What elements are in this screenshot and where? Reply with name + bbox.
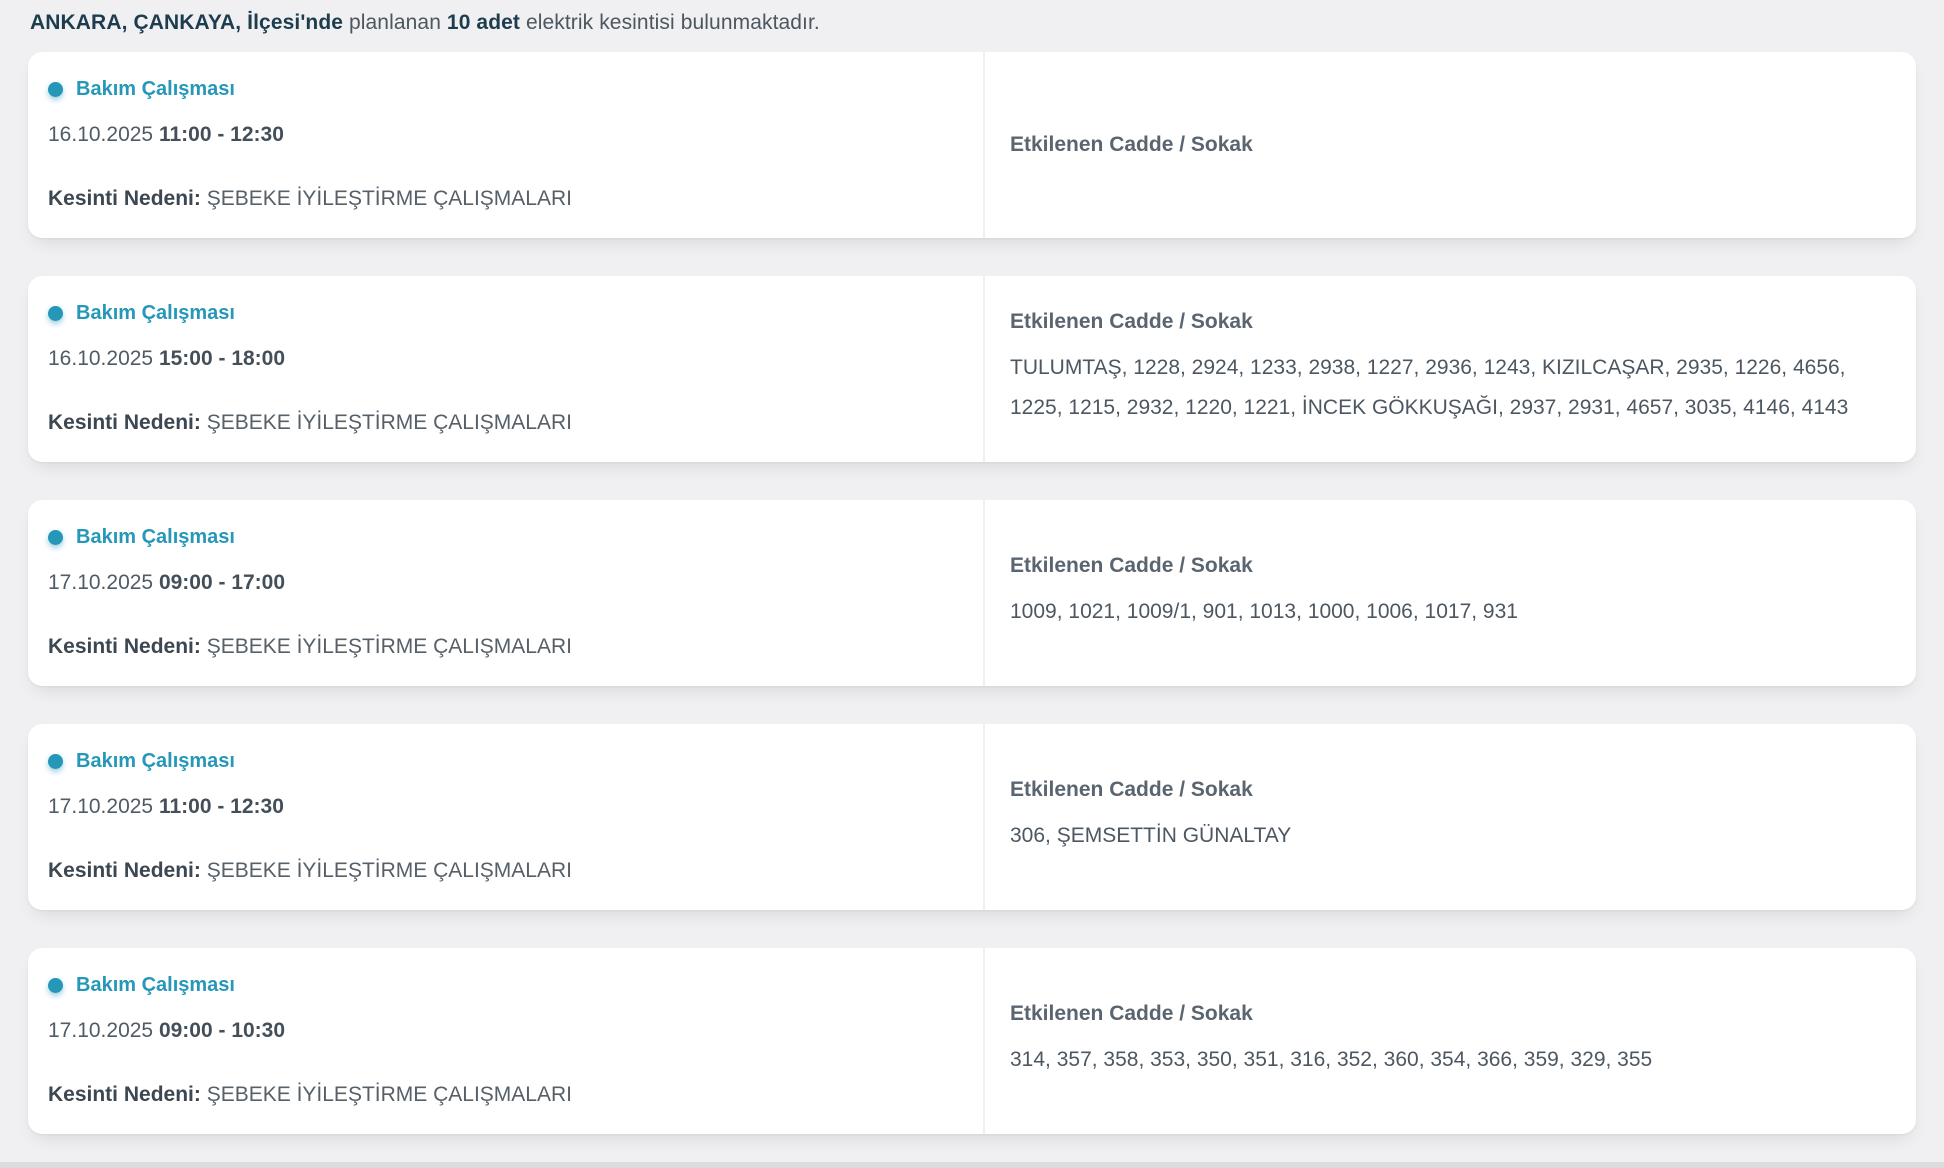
outage-type-label: Bakım Çalışması [76, 526, 235, 548]
outage-card [28, 276, 1916, 462]
outage-date: 16.10.2025 [48, 123, 154, 146]
outage-type-label: Bakım Çalışması [76, 974, 235, 996]
outage-type-badge [48, 302, 943, 325]
outage-list [0, 52, 1944, 1134]
affected-streets-header: Etkilenen Cadde / Sokak [1010, 133, 1253, 156]
summary-location: ANKARA, ÇANKAYA, İlçesi'nde [30, 11, 344, 34]
status-dot-icon [48, 82, 63, 97]
summary-outage-count: 10 adet [446, 11, 520, 34]
card-left-section [28, 948, 983, 1134]
outage-reason-line [48, 859, 943, 883]
outage-type-badge [48, 974, 943, 997]
outage-type-badge [48, 526, 943, 549]
affected-streets-text: 306, ŞEMSETTİN GÜNALTAY [1010, 824, 1292, 847]
affected-streets-text: 314, 357, 358, 353, 350, 351, 316, 352, 360, 354, 366, 359, 329, 355 [1010, 1048, 1653, 1071]
outage-type-badge [48, 750, 943, 773]
outage-date-line [48, 347, 943, 371]
card-left-section [28, 52, 983, 238]
card-right-section [983, 276, 1916, 462]
summary-tail-text: elektrik kesintisi bulunmaktadır. [525, 11, 820, 34]
summary-header [0, 0, 1944, 52]
outage-date: 17.10.2025 [48, 795, 154, 818]
affected-streets-text: 1009, 1021, 1009/1, 901, 1013, 1000, 1006, 1017, 931 [1010, 600, 1518, 623]
outage-card [28, 52, 1916, 238]
outage-type-label: Bakım Çalışması [76, 78, 235, 100]
outage-type-badge [48, 78, 943, 101]
outage-date-line [48, 571, 943, 595]
outage-card [28, 500, 1916, 686]
status-dot-icon [48, 306, 63, 321]
card-right-section [983, 948, 1916, 1134]
outage-time-range: 09:00 - 10:30 [158, 1019, 286, 1042]
outage-type-label: Bakım Çalışması [76, 302, 235, 324]
card-right-section [983, 724, 1916, 910]
outage-date: 16.10.2025 [48, 347, 154, 370]
reason-text: ŞEBEKE İYİLEŞTİRME ÇALIŞMALARI [206, 635, 572, 658]
status-dot-icon [48, 754, 63, 769]
reason-label: Kesinti Nedeni: [48, 411, 201, 434]
reason-text: ŞEBEKE İYİLEŞTİRME ÇALIŞMALARI [206, 411, 572, 434]
outage-reason-line [48, 1083, 943, 1107]
card-left-section [28, 276, 983, 462]
reason-label: Kesinti Nedeni: [48, 1083, 201, 1106]
outage-type-label: Bakım Çalışması [76, 750, 235, 772]
outage-date: 17.10.2025 [48, 1019, 154, 1042]
outage-reason-line [48, 411, 943, 435]
status-dot-icon [48, 978, 63, 993]
outage-card [28, 724, 1916, 910]
reason-text: ŞEBEKE İYİLEŞTİRME ÇALIŞMALARI [206, 1083, 572, 1106]
card-right-section [983, 500, 1916, 686]
affected-streets-header: Etkilenen Cadde / Sokak [1010, 310, 1253, 333]
card-right-section [983, 52, 1916, 238]
outage-time-range: 09:00 - 17:00 [158, 571, 286, 594]
outage-date-line [48, 123, 943, 147]
outage-time-range: 11:00 - 12:30 [158, 123, 284, 146]
outage-reason-line [48, 187, 943, 211]
outage-time-range: 11:00 - 12:30 [158, 795, 284, 818]
outage-date-line [48, 795, 943, 819]
reason-text: ŞEBEKE İYİLEŞTİRME ÇALIŞMALARI [206, 859, 572, 882]
page-bottom-strip [0, 1162, 1944, 1168]
reason-label: Kesinti Nedeni: [48, 635, 201, 658]
card-left-section [28, 724, 983, 910]
reason-label: Kesinti Nedeni: [48, 859, 201, 882]
outage-date: 17.10.2025 [48, 571, 154, 594]
outage-time-range: 15:00 - 18:00 [158, 347, 286, 370]
reason-label: Kesinti Nedeni: [48, 187, 201, 210]
summary-planned-word: planlanan [348, 11, 441, 34]
outage-reason-line [48, 635, 943, 659]
status-dot-icon [48, 530, 63, 545]
affected-streets-header: Etkilenen Cadde / Sokak [1010, 778, 1253, 801]
card-left-section [28, 500, 983, 686]
reason-text: ŞEBEKE İYİLEŞTİRME ÇALIŞMALARI [206, 187, 572, 210]
affected-streets-header: Etkilenen Cadde / Sokak [1010, 554, 1253, 577]
affected-streets-text: TULUMTAŞ, 1228, 2924, 1233, 2938, 1227, 2936, 1243, KIZILCAŞAR, 2935, 1226, 4656, 1225, 1215, 2932, 1220, 1221, İNCEK GÖKKUŞAĞI, 2937, 2931, 4657, 3035, 4146, 4143 [1010, 356, 1849, 419]
outage-date-line [48, 1019, 943, 1043]
affected-streets-header: Etkilenen Cadde / Sokak [1010, 1002, 1253, 1025]
outage-card [28, 948, 1916, 1134]
